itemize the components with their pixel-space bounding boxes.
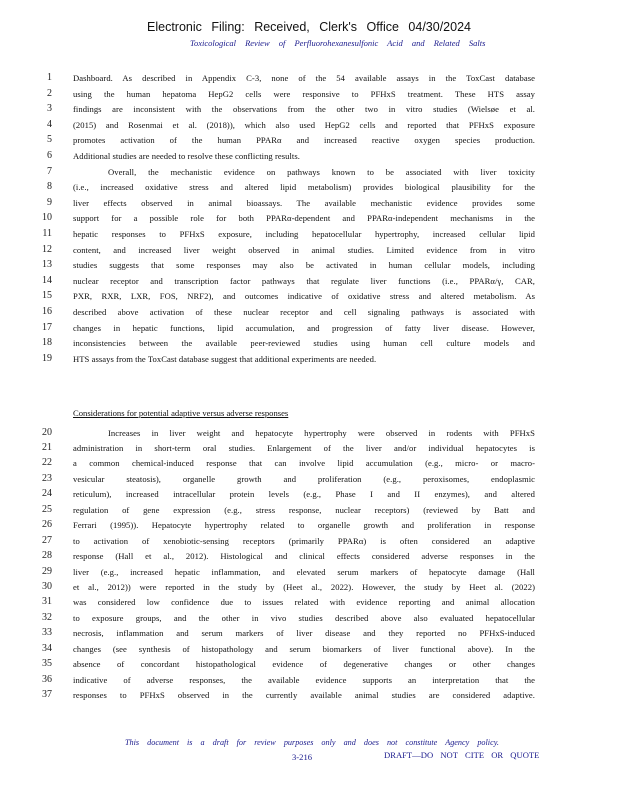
footer-disclaimer: This document is a draft for review purposes only and does not constitute Agency policy.	[125, 738, 499, 747]
filing-stamp: Electronic Filing: Received, Clerk's Office 04/30/2024	[147, 20, 471, 34]
line-number: 35	[42, 658, 52, 670]
line-number: 25	[42, 503, 52, 515]
draft-notice: DRAFT—DO NOT CITE OR QUOTE	[384, 750, 540, 760]
text-line	[0, 198, 618, 212]
line-text: vesicular steatosis), organelle growth and proliferation (e.g., peroxisomes, endoplasmic	[73, 473, 535, 484]
text-line	[0, 120, 618, 134]
line-number: 24	[42, 488, 52, 500]
line-number: 3	[47, 103, 52, 115]
line-text: (2015) and Rosenmai et al. (2018)), which also used HepG2 cells and reported that PFHxS exposure	[73, 119, 535, 130]
line-text: liver (e.g., increased hepatic inflammation, and elevated serum markers of hepatocyte damage (Hall	[73, 566, 535, 577]
line-text: indicative of adverse responses, the available evidence supports an interpretation that the	[73, 674, 535, 685]
line-text: support for a possible role for both PPARα-dependent and PPARα-independent mechanisms in the	[73, 213, 535, 224]
line-text: changes in hepatic functions, lipid accumulation, and progression of fatty liver disease. However,	[73, 322, 535, 333]
line-text: liver effects observed in animal bioassays. The available mechanistic evidence provides some	[73, 197, 535, 208]
line-number: 27	[42, 534, 52, 546]
text-line	[0, 167, 618, 181]
text-line	[0, 89, 618, 103]
line-text: hepatic responses to PFHxS exposure, including hepatocellular hypertrophy, increased cellular lipid	[73, 229, 535, 239]
line-number: 18	[42, 337, 52, 349]
text-line	[0, 458, 618, 472]
line-text: Dashboard. As described in Appendix C-3, none of the 54 available assays in the ToxCast database	[73, 73, 535, 83]
line-text: nuclear receptor and transcription factor pathways that regulate liver functions (i.e., PPARα/γ, CAR,	[73, 275, 535, 286]
line-number: 23	[42, 472, 52, 484]
line-text: PXR, RXR, LXR, FOS, NRF2), and outcomes indicative of oxidative stress and altered metabolism. As	[73, 291, 535, 302]
line-text: response (Hall et al., 2012). Histological and clinical effects considered adverse responses in the	[73, 551, 535, 562]
page-number: 3-216	[292, 752, 313, 762]
line-number: 16	[42, 306, 52, 317]
line-text: Additional studies are needed to resolve these conflicting results.	[73, 151, 300, 161]
text-line	[0, 307, 618, 321]
line-text: inconsistencies between the available peer-reviewed studies using human cell culture models and	[73, 338, 535, 349]
text-line	[0, 644, 618, 658]
text-line	[0, 291, 618, 305]
text-line	[0, 597, 618, 611]
line-number: 12	[42, 243, 52, 255]
line-number: 36	[42, 673, 52, 685]
line-number: 13	[42, 259, 52, 271]
line-text: described above activation of these nuclear receptor and cell signaling pathways is associated with	[73, 307, 535, 317]
line-number: 30	[42, 581, 52, 592]
line-number: 29	[42, 565, 52, 577]
line-number: 22	[42, 457, 52, 469]
line-text: necrosis, inflammation and serum markers of liver disease and they reported no PFHxS-induced	[73, 628, 535, 639]
text-line	[0, 245, 618, 259]
line-number: 17	[42, 321, 52, 333]
text-line	[0, 675, 618, 689]
line-number: 19	[42, 352, 52, 364]
document-running-title: Toxicological Review of Perfluorohexanesulfonic Acid and Related Salts	[190, 38, 486, 48]
line-text: et al., 2012)) were reported in the study by (Heet al., 2022). However, the study by Heet al. (2022)	[73, 582, 535, 592]
line-text: studies suggests that some responses may also be activated in human cellular models, including	[73, 260, 535, 271]
text-line	[0, 229, 618, 243]
line-text: changes (see synthesis of histopathology and serum biomarkers of liver functional above). In the	[73, 643, 535, 654]
line-number: 15	[42, 290, 52, 302]
line-number: 26	[42, 519, 52, 531]
text-line	[0, 104, 618, 118]
line-number: 2	[47, 87, 52, 99]
line-number: 9	[47, 196, 52, 208]
text-line	[0, 428, 618, 442]
text-line	[0, 474, 618, 488]
text-line	[0, 73, 618, 87]
text-line	[0, 582, 618, 596]
line-text: HTS assays from the ToxCast database suggest that additional experiments are needed.	[73, 353, 377, 364]
line-text: to activation of xenobiotic-sensing receptors (primarily PPARα) is often considered an adaptive	[73, 535, 535, 546]
line-text: findings are inconsistent with the observations from the other two in vitro studies (Wielsøe et al.	[73, 104, 535, 115]
line-number: 1	[47, 72, 52, 83]
line-number: 7	[47, 165, 52, 177]
text-line	[0, 628, 618, 642]
text-line	[0, 505, 618, 519]
text-line	[0, 443, 618, 457]
line-number: 33	[42, 627, 52, 639]
line-text: responses to PFHxS observed in the currently available animal studies are considered adaptive.	[73, 690, 535, 701]
text-line	[0, 323, 618, 337]
line-number: 11	[42, 228, 52, 239]
line-text: regulation of gene expression (e.g., stress response, nuclear receptors) (reviewed by Batt and	[73, 504, 535, 515]
line-text: a common chemical-induced response that can involve lipid accumulation (e.g., micro- or macro-	[73, 458, 535, 469]
line-number: 34	[42, 642, 52, 654]
text-line	[0, 260, 618, 274]
text-line	[0, 613, 618, 627]
text-line	[0, 567, 618, 581]
line-number: 37	[42, 689, 52, 701]
text-line	[0, 551, 618, 565]
line-number: 32	[42, 611, 52, 623]
text-line	[0, 489, 618, 503]
line-text: Overall, the mechanistic evidence on pathways known to be associated with liver toxicity	[108, 166, 535, 177]
text-line	[0, 690, 618, 704]
section-heading: Considerations for potential adaptive versus adverse responses	[73, 408, 289, 418]
text-line	[0, 276, 618, 290]
text-line	[0, 338, 618, 352]
line-text: Increases in liver weight and hepatocyte hypertrophy were observed in rodents with PFHxS	[108, 427, 535, 438]
text-line	[0, 151, 618, 165]
line-text: absence of concordant histopathological evidence of degenerative changes or other changes	[73, 659, 535, 670]
line-number: 6	[47, 150, 52, 161]
line-number: 31	[42, 596, 52, 608]
line-number: 4	[47, 118, 52, 130]
text-line	[0, 213, 618, 227]
line-number: 28	[42, 550, 52, 562]
text-line	[0, 354, 618, 368]
line-text: using the human hepatoma HepG2 cells were responsive to PFHxS treatment. These HTS assay	[73, 88, 535, 99]
text-line	[0, 659, 618, 673]
text-line	[0, 520, 618, 534]
text-line	[0, 536, 618, 550]
line-number: 8	[47, 181, 52, 193]
text-line	[0, 135, 618, 149]
line-text: reticulum), increased intracellular protein levels (e.g., Phase I and II enzymes), and altered	[73, 489, 535, 500]
line-number: 5	[47, 134, 52, 146]
line-number: 14	[42, 274, 52, 286]
line-text: administration in short-term oral studies. Enlargement of the liver and/or individual hepatocytes is	[73, 442, 535, 453]
line-number: 20	[42, 426, 52, 438]
line-text: (i.e., increased oxidative stress and altered lipid metabolism) provides biological plausibility for the	[73, 182, 535, 193]
line-number: 10	[42, 212, 52, 224]
line-text: to exposure groups, and the other in vivo studies described above also evaluated hepatocellular	[73, 612, 535, 623]
line-text: content, and increased liver weight observed in animal studies. Limited evidence from in vitro	[73, 244, 535, 255]
line-number: 21	[42, 441, 52, 453]
text-line	[0, 182, 618, 196]
line-text: was considered low confidence due to issues related with evidence reporting and animal allocation	[73, 597, 535, 608]
line-text: Ferrari (1995)). Hepatocyte hypertrophy related to organelle growth and proliferation in response	[73, 520, 535, 531]
line-text: promotes activation of the human PPARα and increased reactive oxygen species production.	[73, 135, 535, 146]
